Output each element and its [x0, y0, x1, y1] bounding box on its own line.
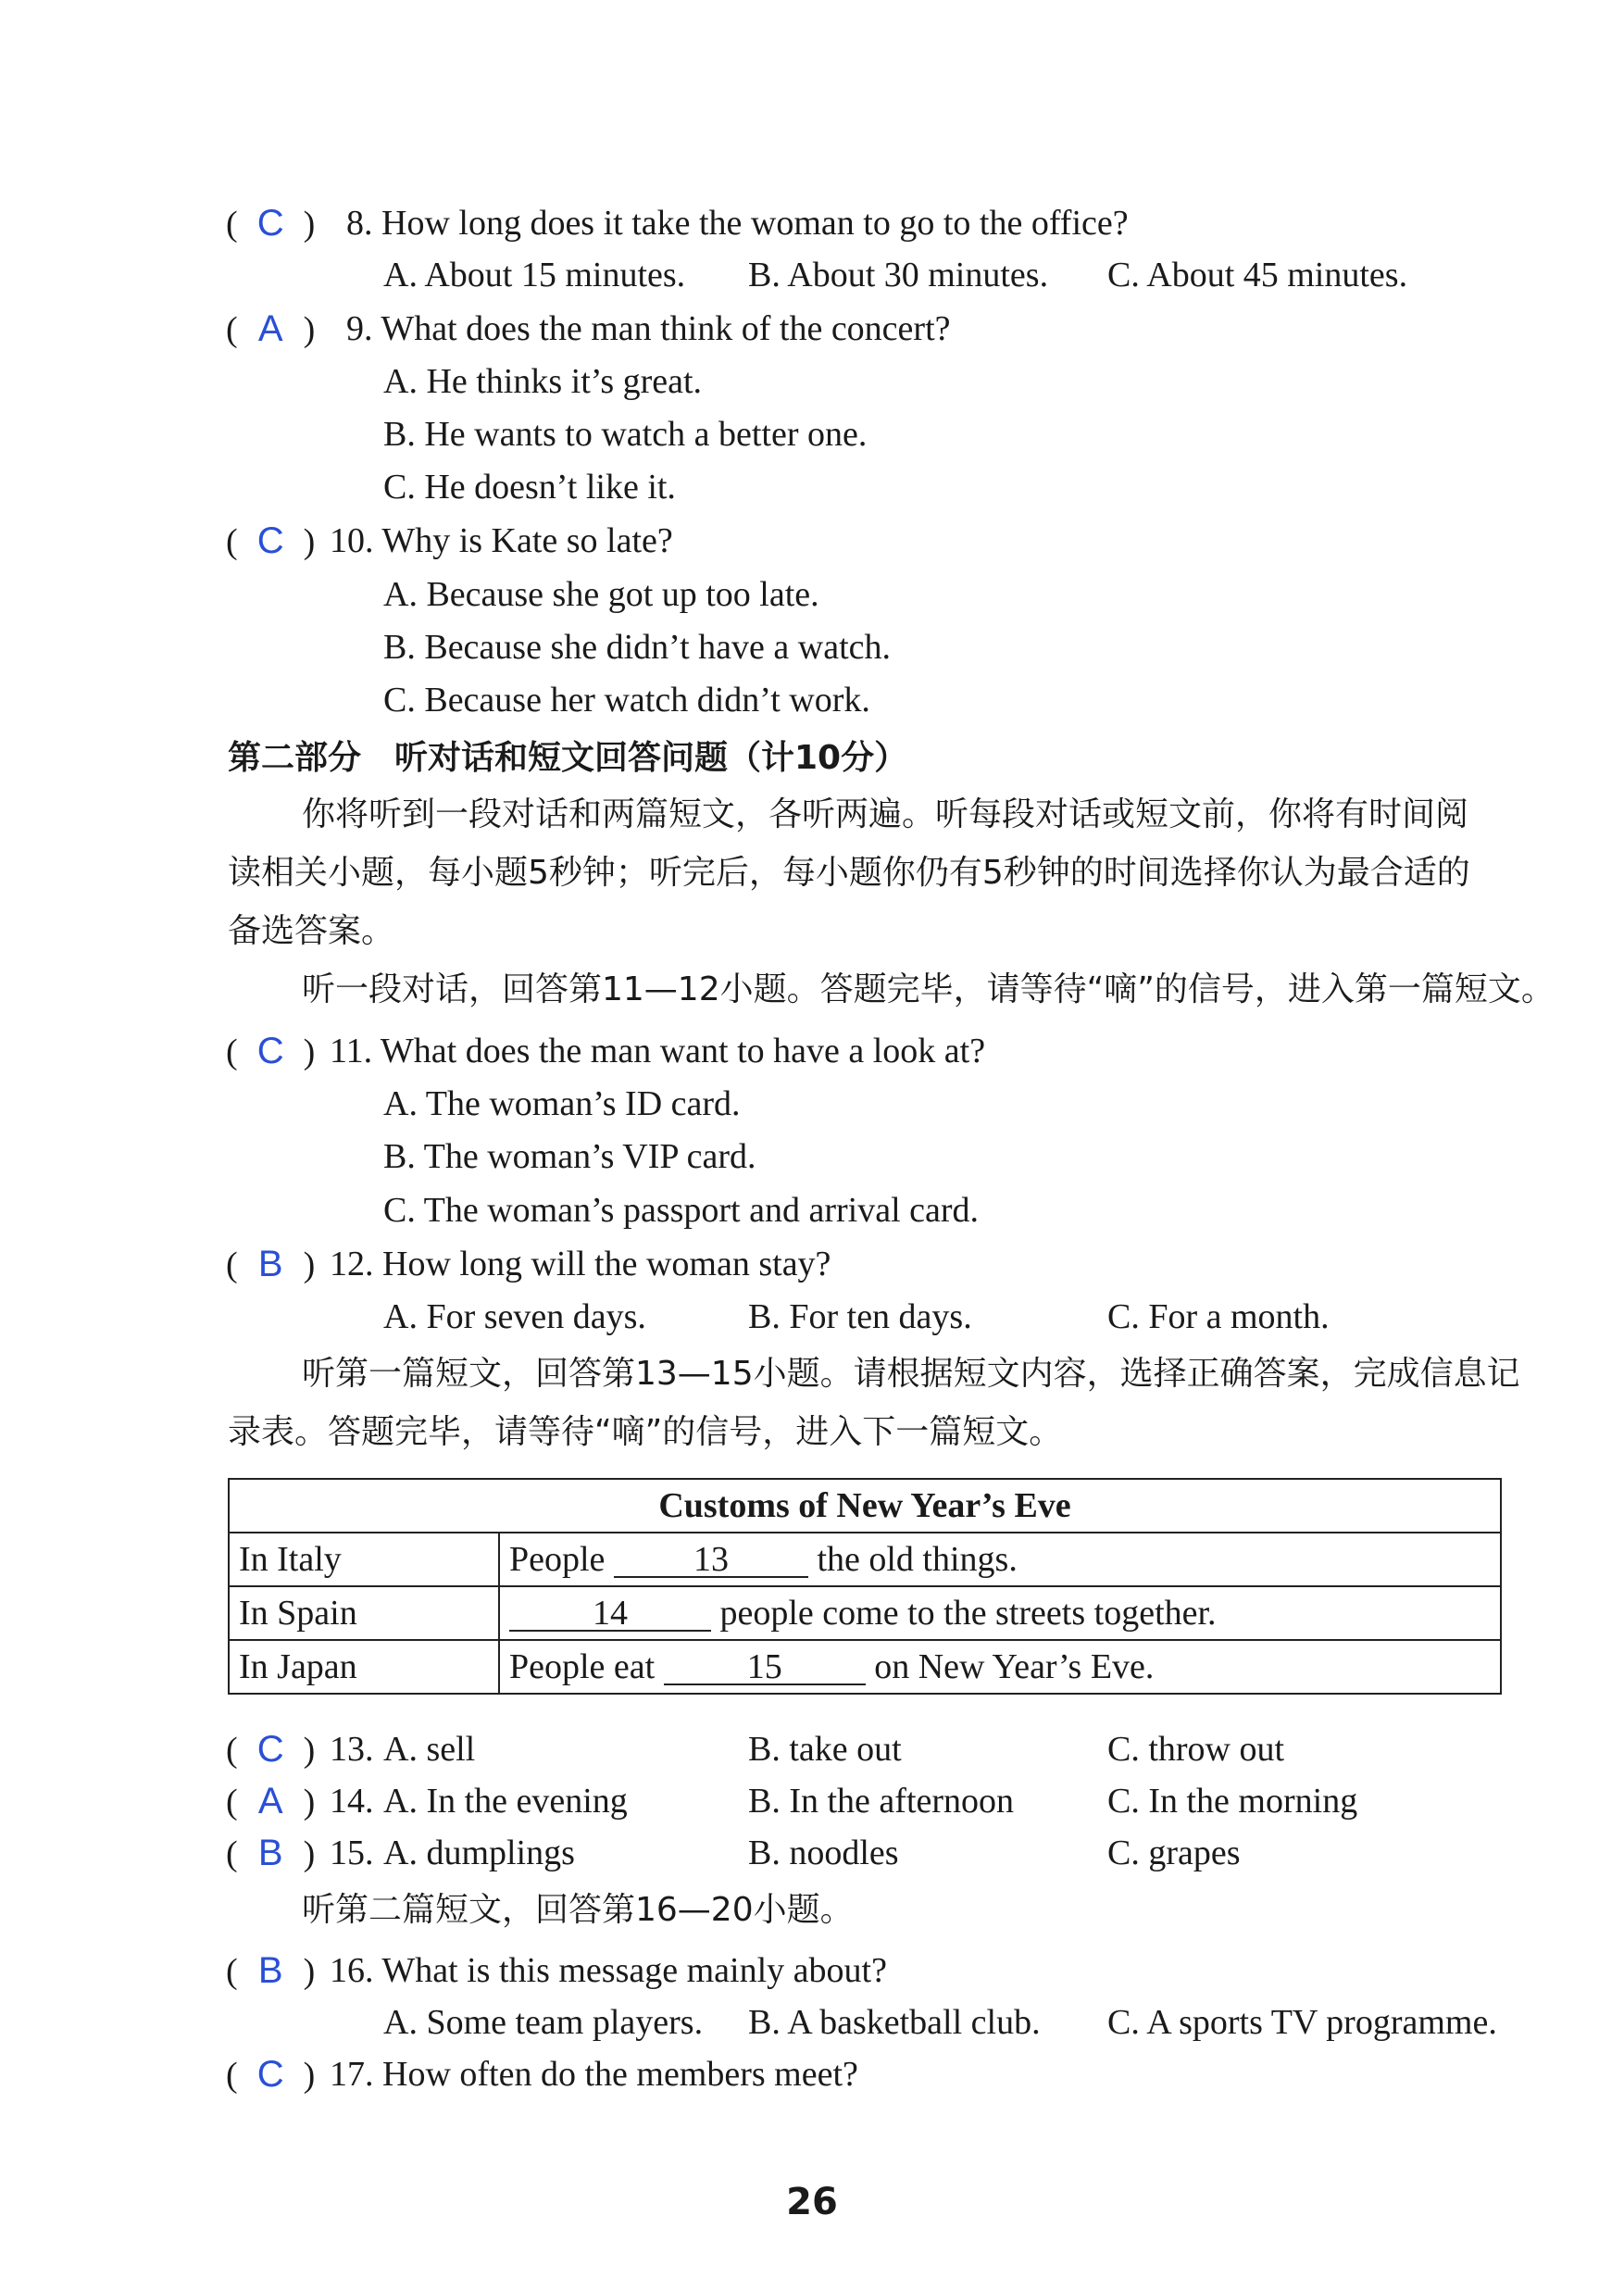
option-c: C. About 45 minutes.: [1107, 256, 1408, 294]
question-text: How often do the members meet?: [382, 2055, 858, 2094]
section-heading: 第二部分 听对话和短文回答问题（计10分）: [228, 739, 908, 777]
option-c: C. He doesn’t like it.: [383, 468, 676, 507]
dialogue-instruction: 听一段对话，回答第11—12小题。答题完毕，请等待“嘀”的信号，进入第一篇短文。: [302, 970, 1555, 1008]
option-a: A. For seven days.: [383, 1297, 646, 1336]
question-number: 16.: [330, 1951, 374, 1990]
option-b: B. About 30 minutes.: [748, 256, 1049, 294]
answer-letter: A: [257, 1781, 283, 1821]
option-b: B. noodles: [748, 1834, 899, 1872]
table-row: [229, 1640, 1501, 1694]
option-b: B. Because she didn’t have a watch.: [383, 628, 892, 667]
intro-line-3: 备选答案。: [228, 912, 395, 950]
question-number: 8.: [346, 204, 373, 243]
question-12: [330, 1243, 831, 1285]
fill-blank-14: 14: [509, 1596, 711, 1632]
question-text: How long does it take the woman to go to the office?: [381, 204, 1129, 243]
answer-letter: B: [257, 1950, 283, 1991]
option-b: B. The woman’s VIP card.: [383, 1137, 756, 1176]
question-9: [346, 307, 951, 350]
option-c: C. For a month.: [1107, 1297, 1330, 1336]
option-b: B. take out: [748, 1730, 902, 1769]
custom-cell: People eat 15 on New Year’s Eve.: [499, 1640, 1501, 1694]
question-8: [346, 202, 1129, 244]
answer-slot-11: ( C ): [226, 1031, 316, 1071]
option-a: A. He thinks it’s great.: [383, 362, 703, 401]
fill-blank-13: 13: [614, 1543, 808, 1578]
passage2-instruction: 听第二篇短文，回答第16—20小题。: [302, 1891, 854, 1929]
question-text: How long will the woman stay?: [382, 1245, 831, 1283]
answer-slot-16: ( B ): [226, 1950, 316, 1991]
customs-table: [228, 1478, 1502, 1695]
question-17: [330, 2053, 858, 2096]
question-16: [330, 1949, 887, 1992]
option-a: A. Some team players.: [383, 2003, 704, 2042]
question-number: 10.: [330, 521, 374, 560]
option-b: B. In the afternoon: [748, 1782, 1015, 1821]
option-c: C. Because her watch didn’t work.: [383, 681, 870, 720]
answer-slot-9: ( A ): [226, 308, 316, 349]
option-a: A. About 15 minutes.: [383, 256, 686, 294]
answer-letter: B: [257, 1244, 283, 1284]
option-a: A. dumplings: [383, 1834, 575, 1872]
question-number: 9.: [346, 309, 373, 348]
answer-letter: B: [257, 1833, 283, 1873]
question-text: What does the man think of the concert?: [381, 309, 951, 348]
answer-slot-17: ( C ): [226, 2054, 316, 2095]
answer-slot-8: ( C ): [226, 203, 316, 244]
option-b: B. He wants to watch a better one.: [383, 415, 868, 454]
option-a: A. Because she got up too late.: [383, 575, 819, 614]
intro-line-2: 读相关小题，每小题5秒钟；听完后，每小题你仍有5秒钟的时间选择你认为最合适的: [228, 854, 1470, 892]
passage1-instruction-2: 录表。答题完毕，请等待“嘀”的信号，进入下一篇短文。: [228, 1413, 1063, 1451]
option-b: B. For ten days.: [748, 1297, 972, 1336]
question-text: What does the man want to have a look at?: [380, 1032, 986, 1070]
answer-slot-12: ( B ): [226, 1244, 316, 1284]
place-cell: In Italy: [229, 1533, 499, 1586]
answer-slot-15: ( B ): [226, 1833, 316, 1873]
question-number: 12.: [330, 1245, 374, 1283]
question-number: 13.: [330, 1730, 374, 1769]
place-cell: In Japan: [229, 1640, 499, 1694]
question-text: Why is Kate so late?: [381, 521, 673, 560]
question-number: 17.: [330, 2055, 374, 2094]
question-11: [330, 1030, 985, 1072]
option-c: C. A sports TV programme.: [1107, 2003, 1497, 2042]
table-row: [229, 1533, 1501, 1586]
answer-letter: C: [256, 1729, 284, 1770]
question-10: [330, 519, 673, 562]
question-number: 15.: [330, 1834, 374, 1872]
intro-line-1: 你将听到一段对话和两篇短文，各听两遍。听每段对话或短文前，你将有时间阅: [302, 795, 1469, 833]
option-a: A. The woman’s ID card.: [383, 1084, 741, 1123]
option-a: A. sell: [383, 1730, 476, 1769]
option-a: A. In the evening: [383, 1782, 628, 1821]
answer-letter: C: [256, 2054, 284, 2095]
answer-letter: C: [256, 1031, 284, 1071]
option-b: B. A basketball club.: [748, 2003, 1041, 2042]
fill-blank-15: 15: [664, 1650, 866, 1685]
page-number: 26: [786, 2181, 838, 2223]
custom-cell: People 13 the old things.: [499, 1533, 1501, 1586]
answer-slot-13: ( C ): [226, 1729, 316, 1770]
table-title: Customs of New Year’s Eve: [229, 1479, 1501, 1533]
option-c: C. In the morning: [1107, 1782, 1358, 1821]
place-cell: In Spain: [229, 1586, 499, 1640]
table-row: [229, 1586, 1501, 1640]
option-c: C. The woman’s passport and arrival card.: [383, 1191, 980, 1230]
option-c: C. throw out: [1107, 1730, 1285, 1769]
custom-cell: 14 people come to the streets together.: [499, 1586, 1501, 1640]
passage1-instruction-1: 听第一篇短文，回答第13—15小题。请根据短文内容，选择正确答案，完成信息记: [302, 1355, 1520, 1393]
answer-letter: C: [256, 520, 284, 561]
answer-slot-10: ( C ): [226, 520, 316, 561]
answer-slot-14: ( A ): [226, 1781, 316, 1821]
question-text: What is this message mainly about?: [381, 1951, 887, 1990]
question-number: 14.: [330, 1782, 374, 1821]
answer-letter: C: [256, 203, 284, 244]
question-number: 11.: [330, 1032, 373, 1070]
option-c: C. grapes: [1107, 1834, 1241, 1872]
answer-letter: A: [257, 308, 283, 349]
